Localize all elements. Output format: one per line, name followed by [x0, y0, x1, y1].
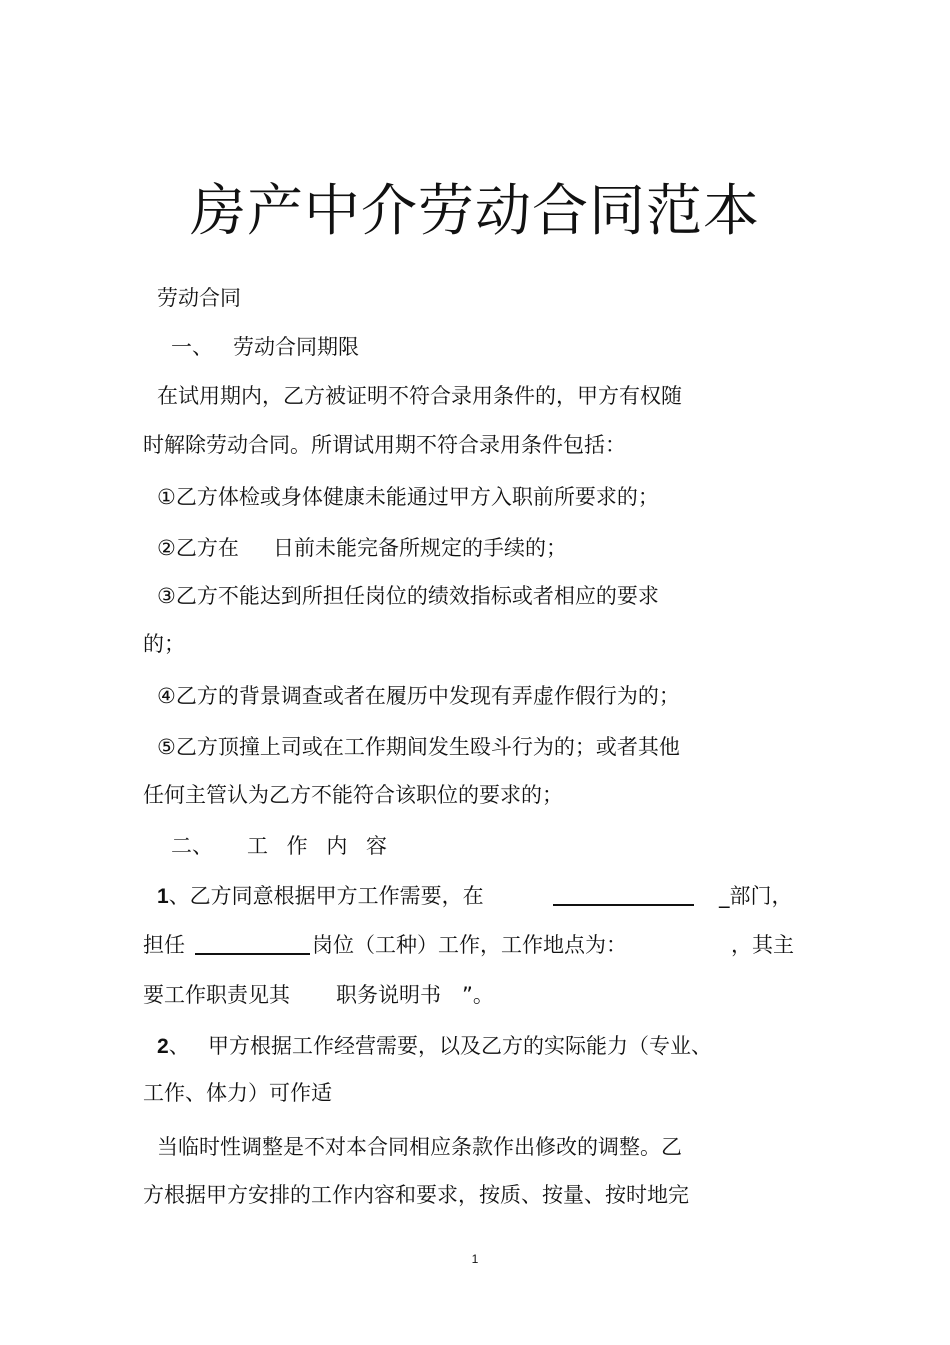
contract-heading: 劳动合同 [157, 286, 241, 310]
probation-item-2-end: 日前未能完备所规定的手续的； [273, 536, 567, 560]
job-description-title: 职务说明书 [336, 983, 441, 1007]
clause-2-continuation-line-2: 方根据甲方安排的工作内容和要求，按质、按量、按时地完 [143, 1183, 689, 1207]
clause-2-line-1-start [157, 1031, 190, 1062]
clause-1-number: 1 [157, 885, 169, 908]
clause-2-line-2: 工作、体力）可作适 [143, 1081, 332, 1105]
probation-item-4: ④乙方的背景调查或者在履历中发现有弄虚作假行为的； [157, 684, 680, 708]
probation-item-1: ①乙方体检或身体健康未能通过甲方入职前所要求的； [157, 485, 659, 509]
clause-1-position-label: 担任 [143, 933, 185, 957]
section-1-title: 劳动合同期限 [233, 335, 359, 359]
section-1-number: 一、 [171, 335, 213, 359]
clause-2-continuation-line-1: 当临时性调整是不对本合同相应条款作出修改的调整。乙 [157, 1135, 682, 1159]
clause-1-duties-line: 要工作职责见其 [143, 983, 290, 1007]
section-2-title: 工 作 内 容 [247, 834, 394, 858]
page-number: 1 [471, 1252, 479, 1266]
probation-item-5-line-1: ⑤乙方顶撞上司或在工作期间发生殴斗行为的；或者其他 [157, 735, 680, 759]
clause-1-text-a: 、乙方同意根据甲方工作需要，在 [168, 884, 484, 908]
clause-2-line-1: 甲方根据工作经营需要，以及乙方的实际能力（专业、 [208, 1034, 712, 1058]
document-title: 房产中介劳动合同范本 [190, 179, 760, 244]
clause-1-closing: ”。 [462, 983, 494, 1007]
clause-2-number: 2 [157, 1035, 169, 1058]
probation-item-5-line-2: 任何主管认为乙方不能符合该职位的要求的； [143, 783, 563, 807]
probation-item-3-line-2: 的； [143, 632, 185, 656]
section-2-number: 二、 [171, 834, 213, 858]
probation-item-3-line-1: ③乙方不能达到所担任岗位的绩效指标或者相应的要求 [157, 584, 659, 608]
clause-1-position-text: 岗位（工种）工作，工作地点为： [312, 933, 627, 957]
probation-intro-line-1: 在试用期内，乙方被证明不符合录用条件的，甲方有权随 [157, 384, 682, 408]
clause-1-duties-start: ，其主 [731, 933, 794, 957]
department-blank [553, 886, 694, 906]
probation-intro-line-2: 时解除劳动合同。所谓试用期不符合录用条件包括： [143, 433, 626, 457]
probation-item-2-start: ②乙方在 [157, 536, 239, 560]
clause-1-department-suffix: _部门， [719, 884, 793, 908]
position-blank [195, 935, 310, 955]
clause-2-separator: 、 [168, 1034, 190, 1058]
clause-1-line-1 [157, 881, 484, 912]
